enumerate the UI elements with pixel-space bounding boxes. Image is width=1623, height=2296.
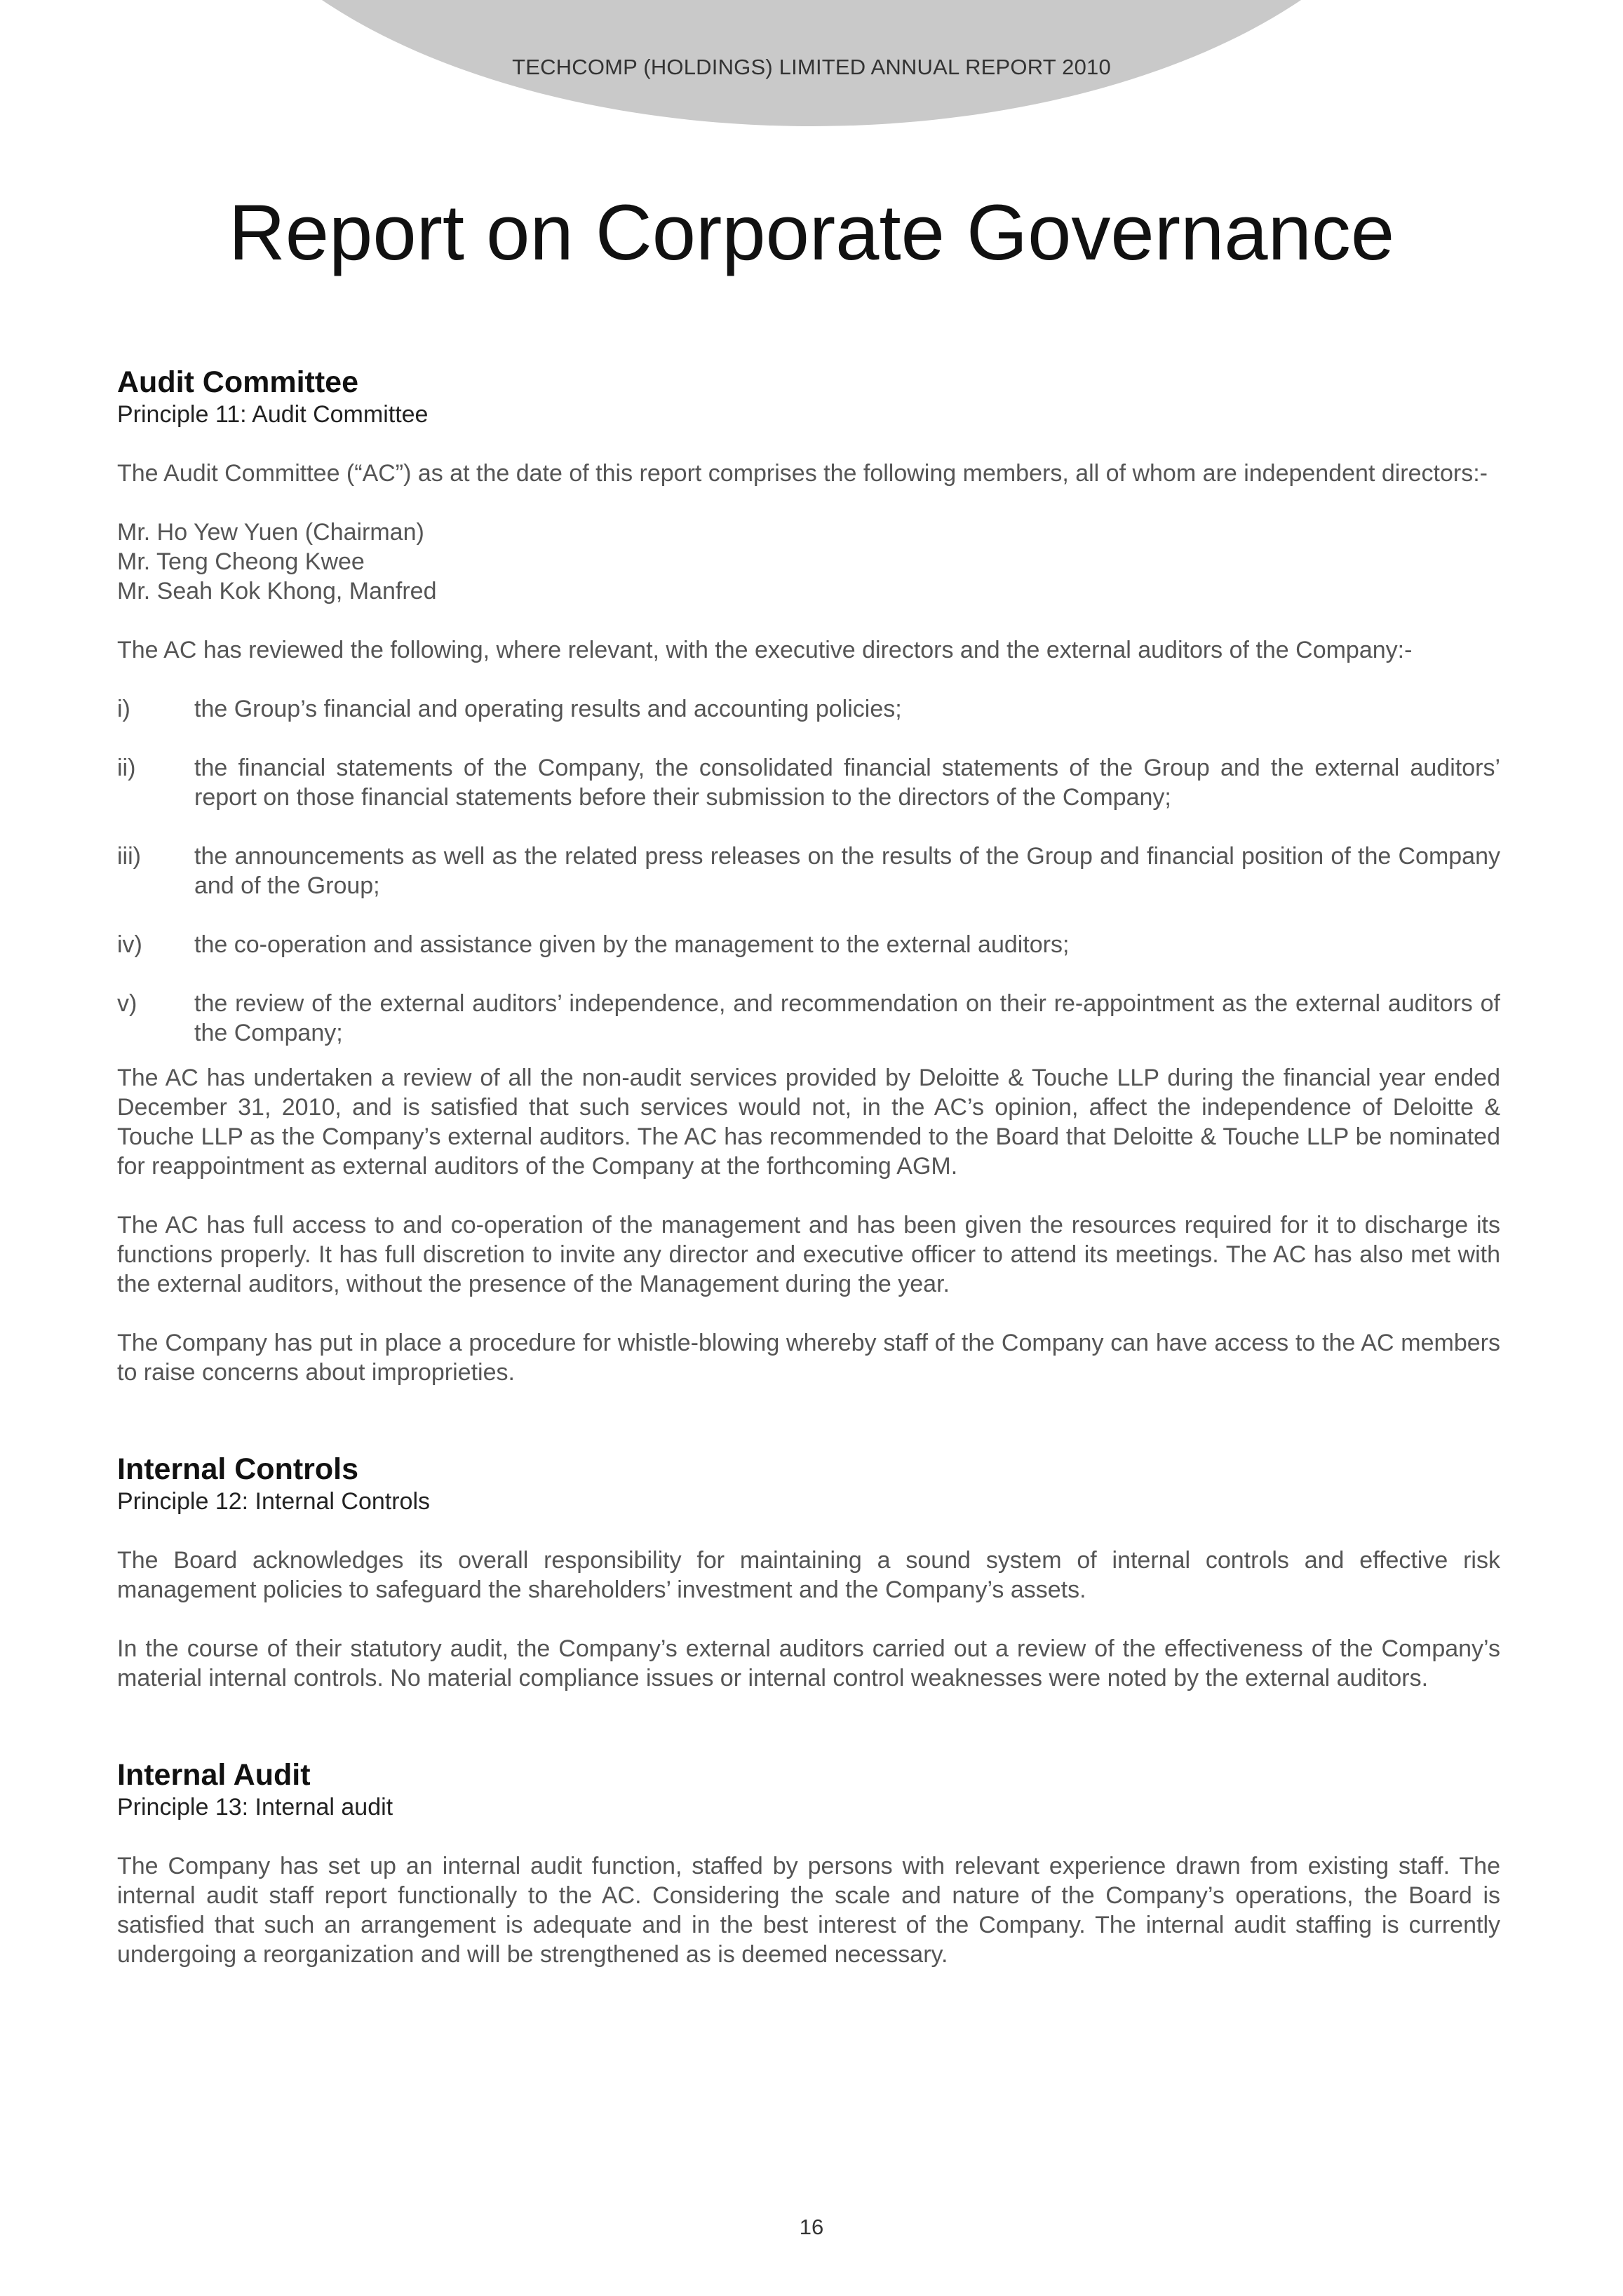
list-item-text: the Group’s financial and operating results and accounting policies; [194,696,902,722]
member-item: Mr. Teng Cheong Kwee [117,548,365,575]
list-item-text: the financial statements of the Company, the consolidated financial statements of the Group and the external auditors’ report on those financial statements before their submission to the directors of the Company; [194,755,1500,811]
member-item: Mr. Ho Yew Yuen (Chairman) [117,519,424,546]
list-item-number: iv) [117,931,142,958]
principle-label: Principle 13: Internal audit [117,1794,393,1821]
list-item-number: iii) [117,843,141,870]
paragraph: The Audit Committee (“AC”) as at the date of this report comprises the following members, all of whom are independent directors:- [117,460,1488,487]
paragraph: The Board acknowledges its overall responsibility for maintaining a sound system of internal controls and effective risk management policies to safeguard the shareholders’ investment and the Company’s assets. [117,1547,1500,1603]
list-item [117,842,1500,900]
list-item-text: the co-operation and assistance given by the management to the external auditors; [194,931,1070,958]
paragraph: The Company has set up an internal audit function, staffed by persons with relevant experience drawn from existing staff. The internal audit staff report functionally to the AC. Considering the scale and nature of the Company’s operations, the Board is satisfied that such an arrangement is adequate and in the best interest of the Company. The internal audit staffing is currently undergoing a reorganization and will be strengthened as is deemed necessary. [117,1853,1500,1968]
principle-label: Principle 12: Internal Controls [117,1488,431,1515]
member-list [117,518,1500,606]
section-internal-audit [117,1757,1500,1969]
list-item-number: v) [117,990,137,1017]
list-item [117,694,1500,724]
paragraph: The AC has reviewed the following, where relevant, with the executive directors and the external auditors of the Company:- [117,637,1413,663]
list-item-text: the review of the external auditors’ independence, and recommendation on their re-appointment as the external auditors of the Company; [194,990,1500,1046]
review-list [117,694,1500,1048]
paragraph: The Company has put in place a procedure for whistle-blowing whereby staff of the Company can have access to the AC members to raise concerns about improprieties. [117,1330,1500,1386]
list-item-number: ii) [117,755,136,781]
section-heading: Audit Committee [117,365,358,399]
list-item-text: the announcements as well as the related press releases on the results of the Group and financial position of the Company and of the Group; [194,843,1500,899]
running-header: TECHCOMP (HOLDINGS) LIMITED ANNUAL REPORT 2010 [512,55,1111,79]
section-internal-controls [117,1452,1500,1693]
list-item [117,753,1500,812]
section-heading: Internal Controls [117,1452,359,1486]
page-title: Report on Corporate Governance [228,189,1395,276]
list-item [117,930,1500,959]
section-heading: Internal Audit [117,1758,311,1792]
list-item-number: i) [117,696,130,722]
section-audit-committee [117,365,1500,1387]
paragraph: In the course of their statutory audit, the Company’s external auditors carried out a review of the effectiveness of the Company’s material internal controls. No material compliance issues or internal control weaknesses were noted by the external auditors. [117,1635,1500,1691]
member-item: Mr. Seah Kok Khong, Manfred [117,578,437,605]
page-number: 16 [799,2215,824,2239]
paragraph: The AC has undertaken a review of all the non-audit services provided by Deloitte & Touche LLP during the financial year ended December 31, 2010, and is satisfied that such services would not, in the AC’s opinion, affect the independence of Deloitte & Touche LLP as the Company’s external auditors. The AC has recommended to the Board that Deloitte & Touche LLP be nominated for reappointment as external auditors of the Company at the forthcoming AGM. [117,1065,1500,1180]
paragraph: The AC has full access to and co-operation of the management and has been given the resources required for it to discharge its functions properly. It has full discretion to invite any director and executive officer to attend its meetings. The AC has also met with the external auditors, without the presence of the Management during the year. [117,1212,1500,1297]
list-item [117,989,1500,1048]
principle-label: Principle 11: Audit Committee [117,401,429,428]
document-body [117,365,1500,1999]
